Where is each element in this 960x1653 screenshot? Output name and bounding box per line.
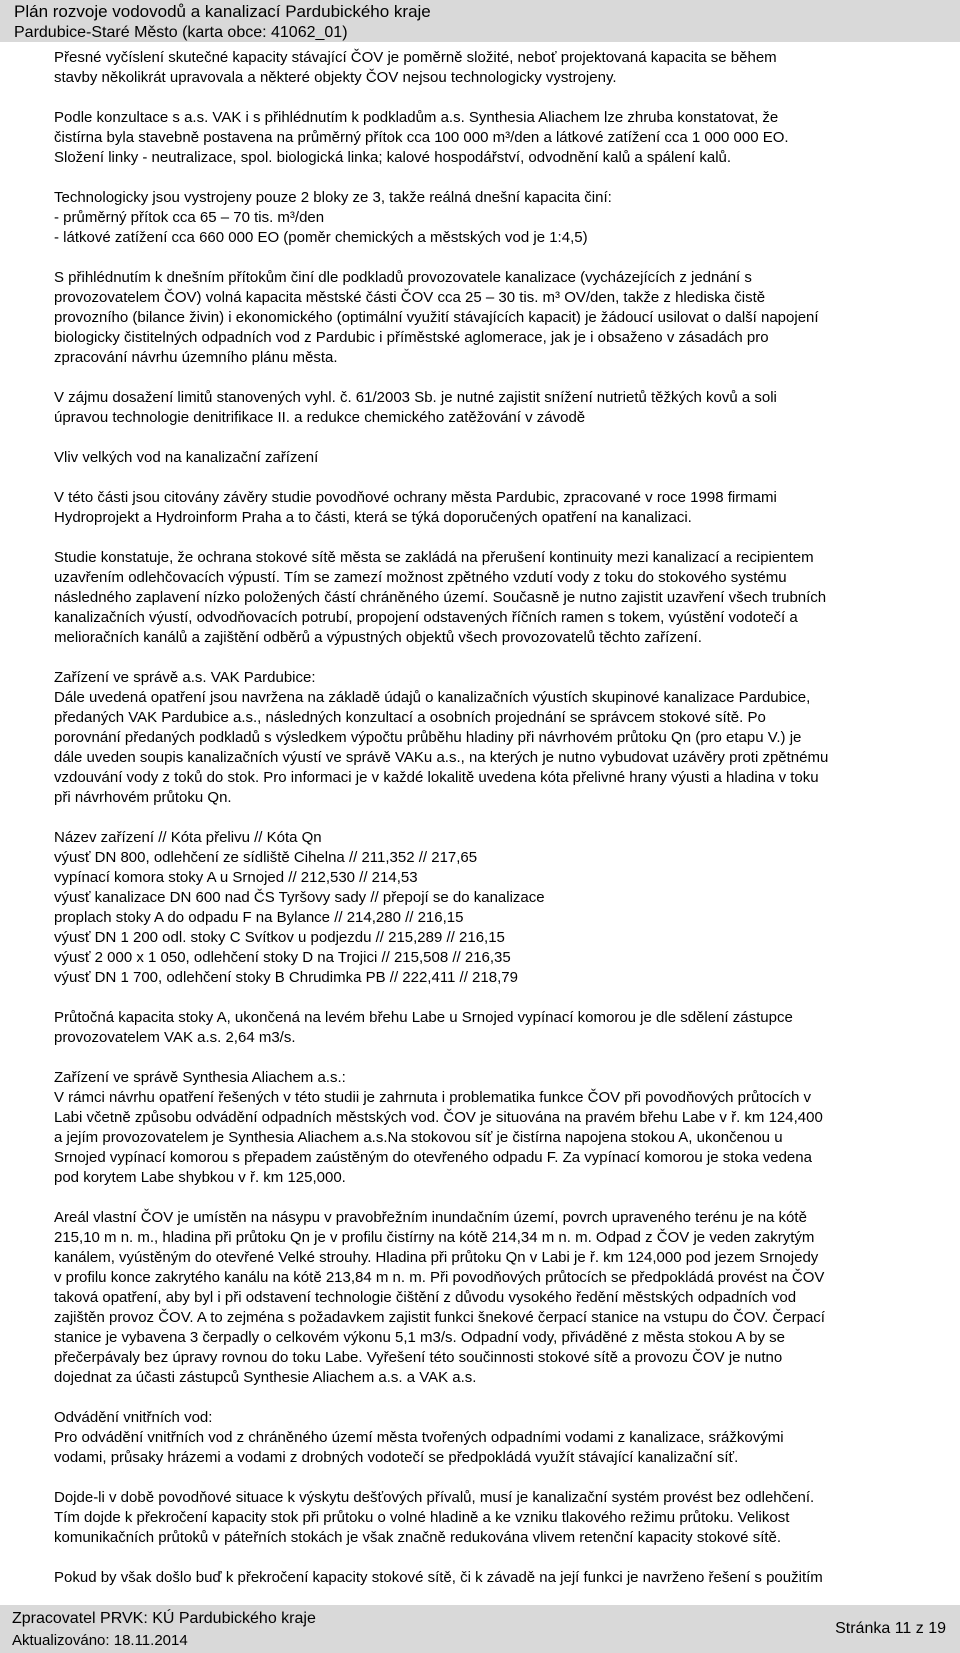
document-subtitle: Pardubice-Staré Město (karta obce: 41062_01): [14, 24, 348, 41]
document-title: Plán rozvoje vodovodů a kanalizací Pardubického kraje: [14, 2, 431, 21]
page-number: Stránka 11 z 19: [835, 1620, 946, 1637]
paragraph: Přesné vyčíslení skutečné kapacity stávající ČOV je poměrně složité, neboť projektovaná kapacita se během stavby několikrát upravovala a některé objekty ČOV nejsou technologicky vystrojeny.: [54, 49, 777, 86]
paragraph: Zařízení ve správě a.s. VAK Pardubice: Dále uvedená opatření jsou navržena na základě údajů o kanalizačních výustích skupinové kanalizace Pardubice, předaných VAK Pardubice a.s., následných konzultací a osobních projednání se správcem stokové sítě. Po porovnání předaných podkladů s výsledkem výpočtu průběhu hladiny při návrhovém průtoku Qn (pro etapu V.) je dále uveden soupis kanalizačních výustí ve správě VAKu a.s., na kterých je nutno vybudovat uzávěry proti zpětnému vzdouvání vody z toků do stok. Pro informaci je v každé lokalitě uvedena kóta přelivné hrany výusti a hladina v toku při návrhovém průtoku Qn.: [54, 669, 829, 806]
facility-list: Název zařízení // Kóta přelivu // Kóta Qn výusť DN 800, odlehčení ze sídliště Cihelna // 211,352 // 217,65 vypínací komora stoky A u Srnojed // 212,530 // 214,53 výusť kanalizace DN 600 nad ČS Tyršovy sady // přepojí se do kanalizace proplach stoky A do odpadu F na Bylance // 214,280 // 216,15 výusť DN 1 200 odl. stoky C Svítkov u podjezdu // 215,289 // 216,15 výusť 2 000 x 1 050, odlehčení stoky D na Trojici // 215,508 // 216,35 výusť DN 1 700, odlehčení stoky B Chrudimka PB // 222,411 // 218,79: [54, 829, 545, 986]
page-footer: [0, 1605, 960, 1653]
paragraph: S přihlédnutím k dnešním přítokům činí dle podkladů provozovatele kanalizace (vycházejících z jednání s provozovatelem ČOV) volná kapacita městské části ČOV cca 25 – 30 tis. m³ OV/den, takže z hlediska čistě provozního (bilance živin) i ekonomického (optimální využití stávajících kapacit) je žádoucí usilovat o další napojení biologicky čistitelných odpadních vod z Pardubic i příměstské aglomerace, jak je i obsaženo v zásadách pro zpracování návrhu územního plánu města.: [54, 269, 819, 366]
page-header: [0, 0, 960, 42]
paragraph: Průtočná kapacita stoky A, ukončená na levém břehu Labe u Srnojed vypínací komorou je dle sdělení zástupce provozovatelem VAK a.s. 2,64 m3/s.: [54, 1009, 793, 1046]
paragraph: Podle konzultace s a.s. VAK i s přihlédnutím k podkladům a.s. Synthesia Aliachem lze zhruba konstatovat, že čistírna byla stavebně postavena na průměrný přítok cca 100 000 m³/den a látkové zatížení cca 1 000 000 EO. Složení linky - neutralizace, spol. biologická linka; kalové hospodářství, odvodnění kalů a spálení kalů.: [54, 109, 789, 166]
section-heading: Vliv velkých vod na kanalizační zařízení: [54, 449, 319, 466]
paragraph: Pokud by však došlo buď k překročení kapacity stokové sítě, či k závadě na její funkci je navrženo řešení s použitím: [54, 1569, 823, 1586]
document-body: [54, 48, 944, 1608]
footer-author: Zpracovatel PRVK: KÚ Pardubického kraje: [12, 1610, 316, 1627]
paragraph: Dojde-li v době povodňové situace k výskytu dešťových přívalů, musí je kanalizační systém provést bez odlehčení. Tím dojde k překročení kapacity stok při průtoku o volné hladině a ke vzniku tlakového režimu průtoku. Velikost komunikačních průtoků v páteřních stokách je však značně redukována vlivem retenční kapacity stokové sítě.: [54, 1489, 815, 1546]
paragraph: Areál vlastní ČOV je umístěn na násypu v pravobřežním inundačním území, povrch upraveného terénu je na kótě 215,10 m n. m., hladina při průtoku Qn je v profilu čistírny na kótě 214,34 m n. m. Odpad z ČOV je veden zakrytým kanálem, vyústěným do otevřené Velké strouhy. Hladina při průtoku Qn v Labi je ř. km 124,000 pod jezem Srnojedy v profilu konce zakrytého kanálu na kótě 213,84 m n. m. Při povodňových průtocích se předpokládá provést na ČOV taková opatření, aby byl i při odstavení technologie čištění z důvodu vysokého ředění městských odpadních vod zajištěn provoz ČOV. A to zejména s požadavkem zajistit funkci šnekové čerpací stanice na vstupu do ČOV. Čerpací stanice je vybavena 3 čerpadly o celkovém výkonu 5,1 m3/s. Odpadní vody, přiváděné z města stokou A by se přečerpávaly bez úpravy rovnou do toku Labe. Vyřešení této součinnosti stokové sítě a provozu ČOV je nutno dojednat za účasti zástupců Synthesie Aliachem a.s. a VAK a.s.: [54, 1209, 825, 1386]
paragraph: Zařízení ve správě Synthesia Aliachem a.s.: V rámci návrhu opatření řešených v této studii je zahrnuta i problematika funkce ČOV při povodňových průtocích v Labi včetně způsobu odvádění odpadních městských vod. ČOV je situována na pravém břehu Labe v ř. km 124,400 a jejím provozovatelem je Synthesia Aliachem a.s.Na stokovou síť je čistírna napojena stokou A, ukončenou u Srnojed vypínací komorou s přepadem zaústěným do otevřeného odpadu F. Za vypínací komorou je stoka vedena pod korytem Labe shybkou v ř. km 125,000.: [54, 1069, 823, 1186]
paragraph: V zájmu dosažení limitů stanovených vyhl. č. 61/2003 Sb. je nutné zajistit snížení nutrietů těžkých kovů a soli úpravou technologie denitrifikace II. a redukce chemického zatěžování v závodě: [54, 389, 777, 426]
paragraph: Technologicky jsou vystrojeny pouze 2 bloky ze 3, takže reálná dnešní kapacita činí: - průměrný přítok cca 65 – 70 tis. m³/den - látkové zatížení cca 660 000 EO (poměr chemických a městských vod je 1:4,5): [54, 189, 612, 246]
paragraph: Studie konstatuje, že ochrana stokové sítě města se zakládá na přerušení kontinuity mezi kanalizací a recipientem uzavřením odlehčovacích výpustí. Tím se zamezí možnost zpětného vzdutí vody z toku do stokového systému následného zaplavení nízko položených částí chráněného území. Současně je nutno zajistit uzavření všech trubních kanalizačních výustí, odvodňovacích potrubí, propojení odstavených říčních ramen s tokem, vyústění vodotečí a melioračních kanálů a zajištění odběrů a výpustných objektů všech provozovatelů těchto zařízení.: [54, 549, 827, 646]
paragraph: V této části jsou citovány závěry studie povodňové ochrany města Pardubic, zpracované v roce 1998 firmami Hydroprojekt a Hydroinform Praha a to části, která se týká doporučených opatření na kanalizaci.: [54, 489, 777, 526]
footer-updated: Aktualizováno: 18.11.2014: [12, 1632, 188, 1649]
paragraph: Odvádění vnitřních vod: Pro odvádění vnitřních vod z chráněného území města tvořených odpadními vodami z kanalizace, srážkovými vodami, průsaky hrázemi a vodami z drobných vodotečí se předpokládá využít stávající kanalizační síť.: [54, 1409, 784, 1466]
